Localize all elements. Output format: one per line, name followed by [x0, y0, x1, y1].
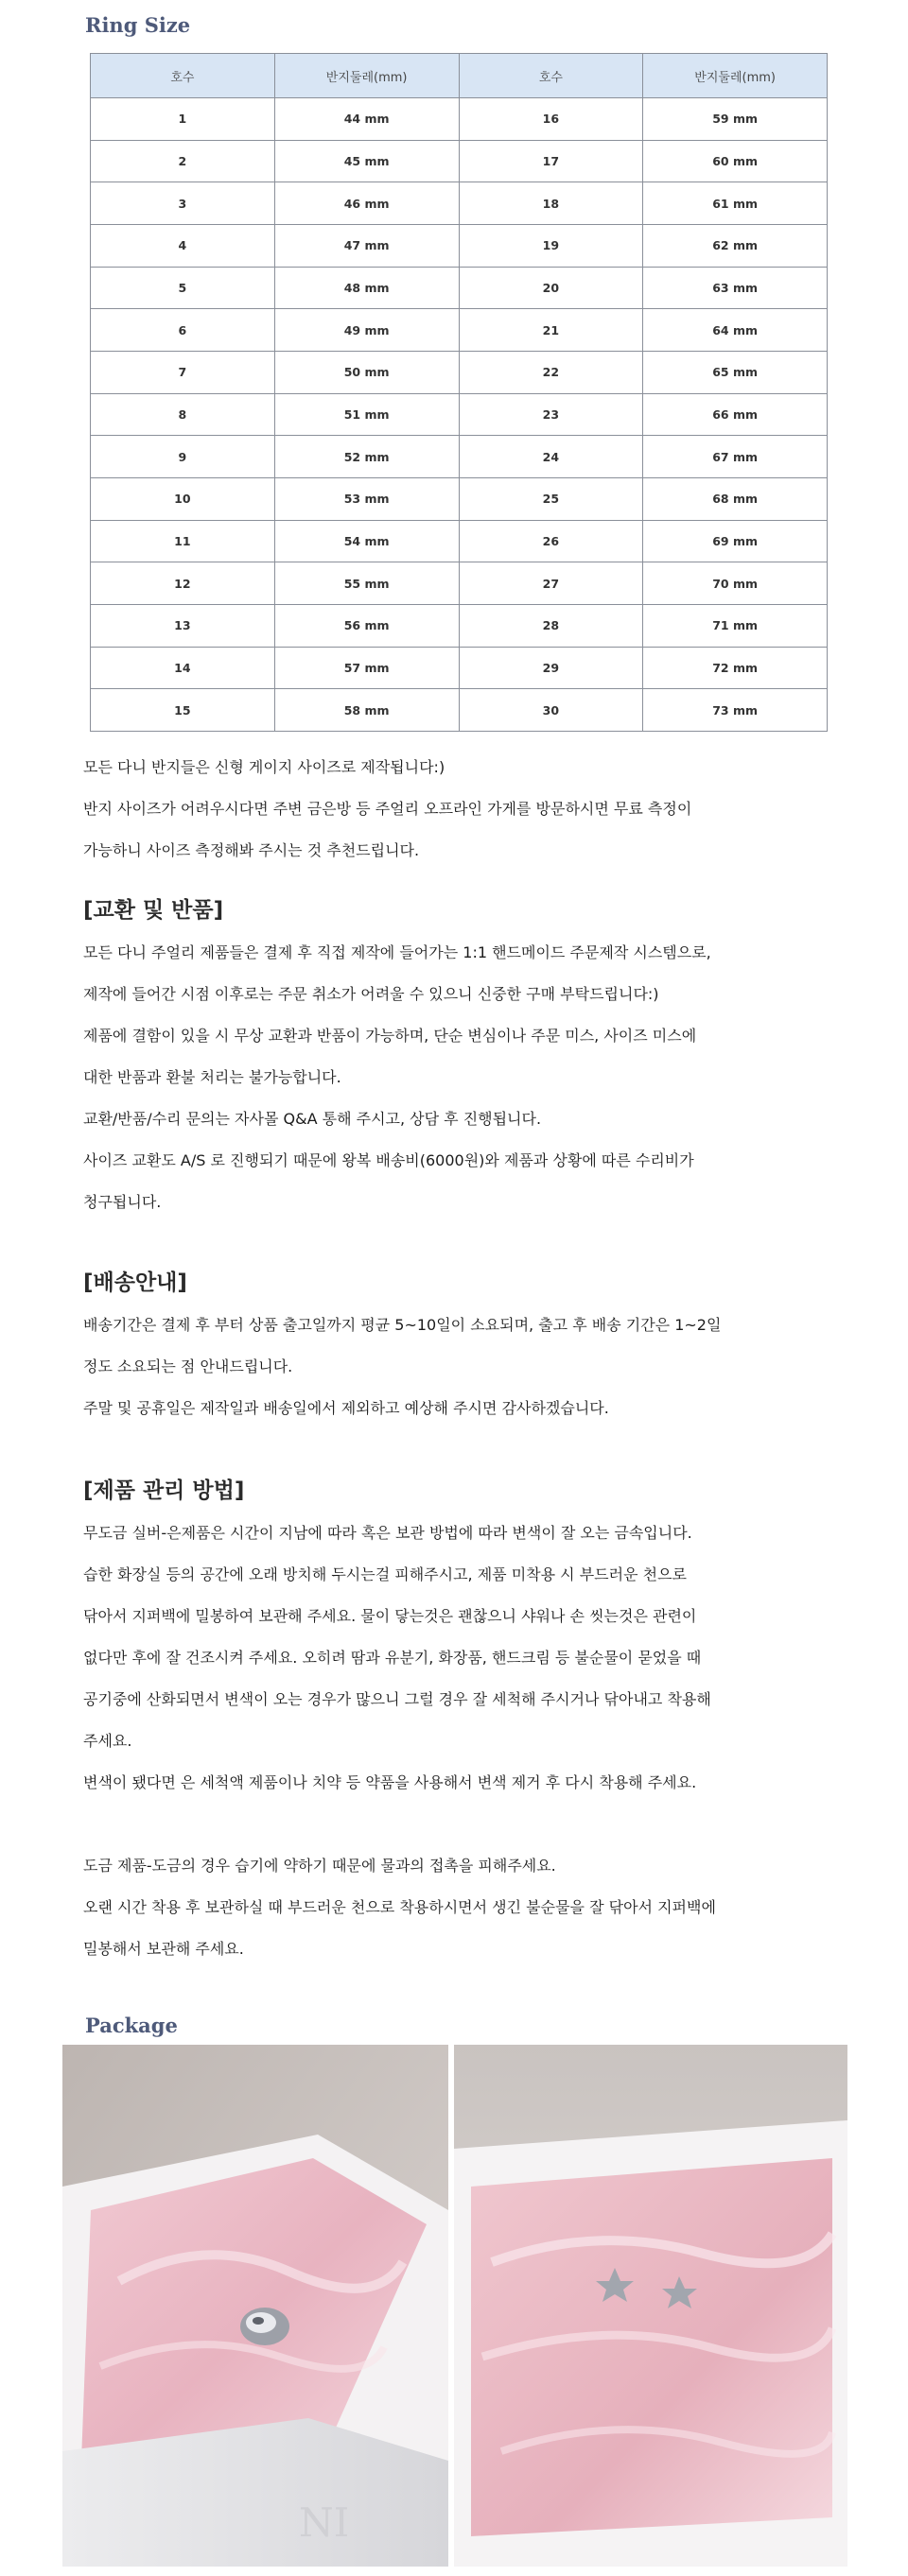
- star-earrings-box-illustration: [454, 2045, 847, 2567]
- exchange-section-title: [교환 및 반품]: [83, 898, 224, 923]
- mm-cell: 70 mm: [643, 562, 828, 605]
- header-size-no-1: 호수: [91, 54, 275, 98]
- size-cell: 29: [459, 647, 643, 689]
- exchange-line: 제작에 들어간 시점 이후로는 주문 취소가 어려울 수 있으니 신중한 구매 부탁드립니다:): [83, 985, 659, 1003]
- mm-cell: 65 mm: [643, 351, 828, 393]
- table-row: [91, 689, 828, 732]
- size-cell: 13: [91, 604, 275, 647]
- size-cell: 25: [459, 477, 643, 520]
- size-cell: 3: [91, 182, 275, 225]
- table-row: [91, 224, 828, 267]
- table-row: [91, 520, 828, 562]
- box-lettering: NI: [299, 2499, 350, 2546]
- size-cell: 21: [459, 309, 643, 352]
- care-line: 습한 화장실 등의 공간에 오래 방치해 두시는걸 피해주시고, 제품 미착용 시 부드러운 천으로: [83, 1565, 687, 1583]
- size-cell: 7: [91, 351, 275, 393]
- package-title: Package: [85, 2014, 178, 2037]
- size-cell: 17: [459, 140, 643, 182]
- shipping-line: 배송기간은 결제 후 부터 상품 출고일까지 평균 5~10일이 소요되며, 출고 후 배송 기간은 1~2일: [83, 1316, 722, 1334]
- mm-cell: 54 mm: [274, 520, 459, 562]
- ring-note-line: 반지 사이즈가 어려우시다면 주변 금은방 등 주얼리 오프라인 가게를 방문하시면 무료 측정이: [83, 800, 692, 818]
- mm-cell: 52 mm: [274, 436, 459, 478]
- care-line: 공기중에 산화되면서 변색이 오는 경우가 많으니 그럴 경우 잘 세척해 주시거나 닦아내고 착용해: [83, 1690, 711, 1708]
- mm-cell: 47 mm: [274, 224, 459, 267]
- size-cell: 28: [459, 604, 643, 647]
- care-line: 도금 제품-도금의 경우 습기에 약하기 때문에 물과의 접촉을 피해주세요.: [83, 1857, 556, 1875]
- size-cell: 20: [459, 267, 643, 309]
- care-line: 주세요.: [83, 1732, 132, 1750]
- table-row: [91, 98, 828, 141]
- care-line: 밀봉해서 보관해 주세요.: [83, 1940, 244, 1958]
- size-cell: 26: [459, 520, 643, 562]
- mm-cell: 55 mm: [274, 562, 459, 605]
- shipping-line: 정도 소요되는 점 안내드립니다.: [83, 1357, 293, 1375]
- ring-note-line: 모든 다니 반지들은 신형 게이지 사이즈로 제작됩니다:): [83, 758, 445, 776]
- mm-cell: 62 mm: [643, 224, 828, 267]
- table-row: [91, 647, 828, 689]
- size-cell: 16: [459, 98, 643, 141]
- table-row: [91, 477, 828, 520]
- care-line: 오랜 시간 착용 후 보관하실 때 부드러운 천으로 착용하시면서 생긴 불순물을 잘 닦아서 지퍼백에: [83, 1898, 716, 1916]
- mm-cell: 48 mm: [274, 267, 459, 309]
- size-cell: 30: [459, 689, 643, 732]
- mm-cell: 51 mm: [274, 393, 459, 436]
- mm-cell: 57 mm: [274, 647, 459, 689]
- size-cell: 4: [91, 224, 275, 267]
- care-line: 닦아서 지퍼백에 밀봉하여 보관해 주세요. 물이 닿는것은 괜찮으니 샤워나 손 씻는것은 관련이: [83, 1607, 697, 1625]
- ring-size-title: Ring Size: [85, 13, 191, 37]
- care-line: 무도금 실버-은제품은 시간이 지남에 따라 혹은 보관 방법에 따라 변색이 잘 오는 금속입니다.: [83, 1524, 692, 1542]
- care-line: 변색이 됐다면 은 세척액 제품이나 치약 등 약품을 사용해서 변색 제거 후 다시 착용해 주세요.: [83, 1773, 697, 1791]
- exchange-line: 모든 다니 주얼리 제품들은 결제 후 직접 제작에 들어가는 1:1 핸드메이드 주문제작 시스템으로,: [83, 943, 711, 961]
- heart-ring-box-illustration: [62, 2045, 448, 2567]
- size-cell: 8: [91, 393, 275, 436]
- table-header-row: [91, 54, 828, 98]
- care-line: 없다만 후에 잘 건조시켜 주세요. 오히려 땀과 유분기, 화장품, 핸드크림 등 불순물이 묻었을 때: [83, 1649, 702, 1667]
- header-circumference-1: 반지둘레(mm): [274, 54, 459, 98]
- care-section-title: [제품 관리 방법]: [83, 1478, 245, 1503]
- table-row: [91, 182, 828, 225]
- exchange-line: 대한 반품과 환불 처리는 불가능합니다.: [83, 1068, 341, 1086]
- header-circumference-2: 반지둘레(mm): [643, 54, 828, 98]
- table-row: [91, 140, 828, 182]
- exchange-line: 청구됩니다.: [83, 1193, 162, 1211]
- mm-cell: 58 mm: [274, 689, 459, 732]
- table-row: [91, 604, 828, 647]
- table-row: [91, 351, 828, 393]
- mm-cell: 73 mm: [643, 689, 828, 732]
- mm-cell: 68 mm: [643, 477, 828, 520]
- shipping-section-title: [배송안내]: [83, 1271, 187, 1295]
- mm-cell: 61 mm: [643, 182, 828, 225]
- exchange-line: 제품에 결함이 있을 시 무상 교환과 반품이 가능하며, 단순 변심이나 주문 미스, 사이즈 미스에: [83, 1027, 697, 1045]
- size-cell: 2: [91, 140, 275, 182]
- size-cell: 15: [91, 689, 275, 732]
- mm-cell: 44 mm: [274, 98, 459, 141]
- size-cell: 11: [91, 520, 275, 562]
- mm-cell: 56 mm: [274, 604, 459, 647]
- table-row: [91, 267, 828, 309]
- exchange-line: 교환/반품/수리 문의는 자사몰 Q&A 통해 주시고, 상담 후 진행됩니다.: [83, 1110, 542, 1128]
- size-cell: 1: [91, 98, 275, 141]
- mm-cell: 59 mm: [643, 98, 828, 141]
- mm-cell: 60 mm: [643, 140, 828, 182]
- mm-cell: 67 mm: [643, 436, 828, 478]
- mm-cell: 53 mm: [274, 477, 459, 520]
- table-row: [91, 393, 828, 436]
- mm-cell: 72 mm: [643, 647, 828, 689]
- ring-size-table: [90, 53, 828, 732]
- package-photo-heart-ring: [62, 2045, 448, 2567]
- shipping-line: 주말 및 공휴일은 제작일과 배송일에서 제외하고 예상해 주시면 감사하겠습니다.: [83, 1399, 609, 1417]
- size-cell: 10: [91, 477, 275, 520]
- mm-cell: 45 mm: [274, 140, 459, 182]
- mm-cell: 66 mm: [643, 393, 828, 436]
- mm-cell: 71 mm: [643, 604, 828, 647]
- size-cell: 9: [91, 436, 275, 478]
- mm-cell: 64 mm: [643, 309, 828, 352]
- header-size-no-2: 호수: [459, 54, 643, 98]
- mm-cell: 69 mm: [643, 520, 828, 562]
- size-cell: 18: [459, 182, 643, 225]
- size-cell: 24: [459, 436, 643, 478]
- size-cell: 6: [91, 309, 275, 352]
- size-cell: 14: [91, 647, 275, 689]
- mm-cell: 63 mm: [643, 267, 828, 309]
- size-cell: 22: [459, 351, 643, 393]
- package-photo-star-earrings: [454, 2045, 847, 2567]
- mm-cell: 46 mm: [274, 182, 459, 225]
- mm-cell: 49 mm: [274, 309, 459, 352]
- size-cell: 23: [459, 393, 643, 436]
- table-row: [91, 562, 828, 605]
- mm-cell: 50 mm: [274, 351, 459, 393]
- size-cell: 19: [459, 224, 643, 267]
- size-cell: 12: [91, 562, 275, 605]
- exchange-line: 사이즈 교환도 A/S 로 진행되기 때문에 왕복 배송비(6000원)와 제품과 상황에 따른 수리비가: [83, 1151, 694, 1169]
- table-row: [91, 436, 828, 478]
- table-row: [91, 309, 828, 352]
- size-cell: 27: [459, 562, 643, 605]
- package-photos: [62, 2045, 847, 2567]
- ring-note-line: 가능하니 사이즈 측정해봐 주시는 것 추천드립니다.: [83, 841, 420, 859]
- size-cell: 5: [91, 267, 275, 309]
